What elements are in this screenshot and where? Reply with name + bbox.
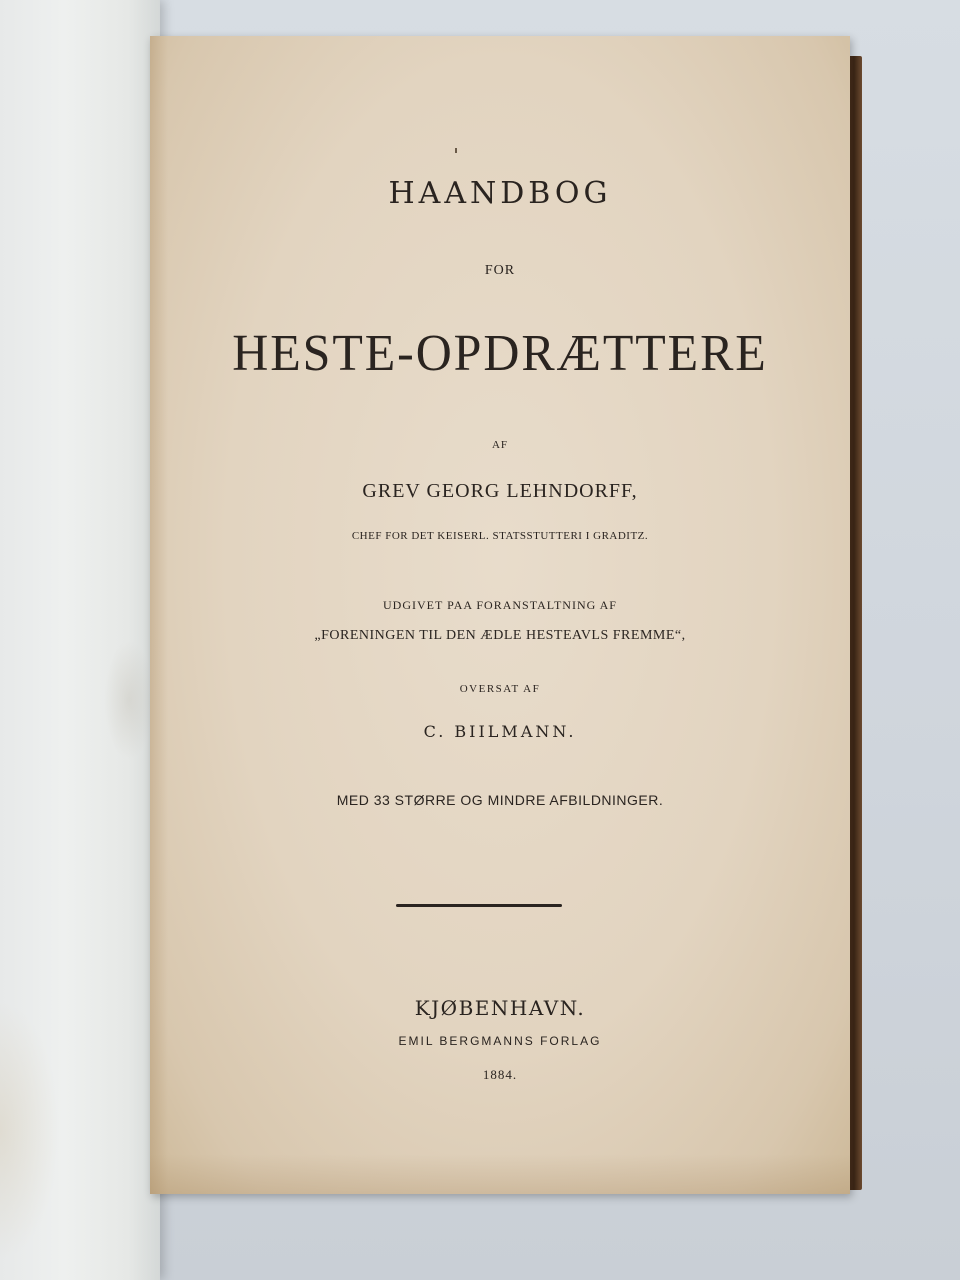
publication-year: 1884.	[482, 1067, 518, 1082]
title-line-3: HESTE-OPDRÆTTERE	[232, 325, 768, 382]
decorative-rule	[396, 904, 562, 907]
paper-fleck	[455, 148, 457, 153]
title-line-1: HAANDBOG	[388, 176, 612, 211]
illustrations-note: MED 33 STØRRE OG MINDRE AFBILDNINGER.	[336, 792, 664, 808]
left-blank-page	[0, 0, 160, 1280]
author-name: GREV GEORG LEHNDORFF,	[362, 480, 638, 502]
publication-city: KJØBENHAVN.	[414, 996, 586, 1020]
page-stain	[0, 1000, 60, 1260]
author-role: CHEF FOR DET KEISERL. STATSSTUTTERI I GRADITZ.	[351, 530, 649, 542]
published-by-label: UDGIVET PAA FORANSTALTNING AF	[383, 598, 617, 612]
show-through-mark	[104, 640, 154, 760]
society-name: „FORENINGEN TIL DEN ÆDLE HESTEAVLS FREMME“,	[314, 628, 686, 643]
title-page	[150, 36, 850, 1194]
by-label: AF	[491, 439, 509, 451]
translated-by-label: OVERSAT AF	[459, 683, 541, 695]
title-line-2: FOR	[484, 263, 516, 278]
translator-name: C. BIILMANN.	[423, 722, 577, 741]
page-bottom-shading	[150, 1154, 850, 1194]
publisher-name: EMIL BERGMANNS FORLAG	[398, 1034, 602, 1048]
